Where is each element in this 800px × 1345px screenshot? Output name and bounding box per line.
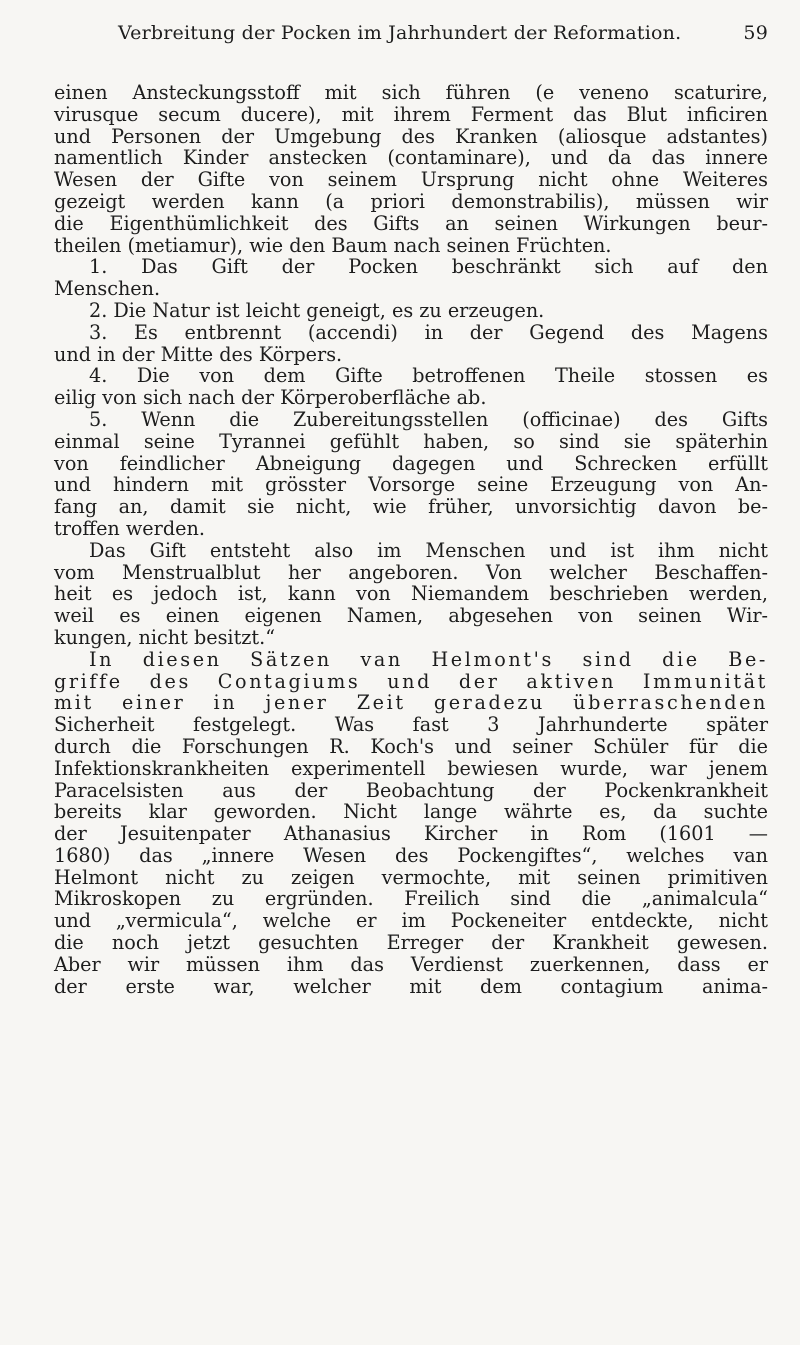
text-line: heit es jedoch ist, kann von Niemandem beschrieben werden, <box>54 582 768 606</box>
text-line: namentlich Kinder anstecken (contaminare), und da das innere <box>54 146 768 170</box>
page-number: 59 <box>743 22 768 44</box>
text-line: von feindlicher Abneigung dagegen und Schrecken erfüllt <box>54 451 768 475</box>
text-line: griffe des Contagiums und der aktiven Immunität <box>54 669 768 693</box>
text-line: und „vermicula“, welche er im Pockeneiter entdeckte, nicht <box>54 909 768 933</box>
text-line: Infektionskrankheiten experimentell bewiesen wurde, war jenem <box>54 756 768 780</box>
text-line: Menschen. <box>54 277 161 301</box>
text-line: 1. Das Gift der Pocken beschränkt sich auf den <box>89 255 768 279</box>
text-line: bereits klar geworden. Nicht lange währte es, da suchte <box>54 800 768 824</box>
text-line: 2. Die Natur ist leicht geneigt, es zu erzeugen. <box>89 298 545 322</box>
text-line: Helmont nicht zu zeigen vermochte, mit seinen primitiven <box>54 865 768 889</box>
text-line: durch die Forschungen R. Koch's und seiner Schüler für die <box>54 734 768 758</box>
running-title: Verbreitung der Pocken im Jahrhundert der Reformation. <box>118 22 682 44</box>
text-line: eilig von sich nach der Körperoberfläche ab. <box>54 386 487 410</box>
text-line: und Personen der Umgebung des Kranken (aliosque adstantes) <box>54 124 768 148</box>
text-line: troffen werden. <box>54 516 205 540</box>
text-line: fang an, damit sie nicht, wie früher, unvorsichtig davon be- <box>54 495 768 519</box>
text-line: theilen (metiamur), wie den Baum nach seinen Früchten. <box>54 233 612 257</box>
text-line: In diesen Sätzen van Helmont's sind die Be- <box>89 647 768 671</box>
text-line: und hindern mit grösster Vorsorge seine Erzeugung von An- <box>54 473 768 497</box>
text-line: 1680) das „innere Wesen des Pockengiftes“, welches van <box>54 843 768 867</box>
text-line: gezeigt werden kann (a priori demonstrabilis), müssen wir <box>54 189 768 213</box>
text-line: die noch jetzt gesuchten Erreger der Krankheit gewesen. <box>54 931 768 955</box>
text-line: Das Gift entsteht also im Menschen und ist ihm nicht <box>89 538 768 562</box>
text-line: virusque secum ducere), mit ihrem Ferment das Blut inficiren <box>54 102 768 126</box>
text-line: Sicherheit festgelegt. Was fast 3 Jahrhunderte später <box>54 713 768 737</box>
text-line: vom Menstrualblut her angeboren. Von welcher Beschaffen- <box>54 560 768 584</box>
text-line: der Jesuitenpater Athanasius Kircher in Rom (1601 — <box>54 822 768 846</box>
text-line: 4. Die von dem Gifte betroffenen Theile stossen es <box>89 364 768 388</box>
text-line: weil es einen eigenen Namen, abgesehen von seinen Wir- <box>54 604 768 628</box>
text-line: die Eigenthümlichkeit des Gifts an seinen Wirkungen beur- <box>54 211 768 235</box>
text-line: Aber wir müssen ihm das Verdienst zuerkennen, dass er <box>54 952 768 976</box>
text-line: einmal seine Tyrannei gefühlt haben, so sind sie späterhin <box>54 429 768 453</box>
text-line: 3. Es entbrennt (accendi) in der Gegend des Magens <box>89 320 768 344</box>
running-header <box>118 22 768 44</box>
text-line: und in der Mitte des Körpers. <box>54 342 343 366</box>
text-line: Paracelsisten aus der Beobachtung der Pockenkrankheit <box>54 778 768 802</box>
text-line: 5. Wenn die Zubereitungsstellen (officinae) des Gifts <box>89 407 768 431</box>
text-line: mit einer in jener Zeit geradezu überraschenden <box>54 691 768 715</box>
text-line: einen Ansteckungsstoff mit sich führen (e veneno scaturire, <box>54 81 768 104</box>
text-line: Wesen der Gifte von seinem Ursprung nicht ohne Weiteres <box>54 168 768 192</box>
text-line: Mikroskopen zu ergründen. Freilich sind die „animalcula“ <box>54 887 768 911</box>
text-line: kungen, nicht besitzt.“ <box>54 625 276 649</box>
body-text <box>54 82 768 997</box>
text-line: der erste war, welcher mit dem contagium anima- <box>54 974 768 998</box>
